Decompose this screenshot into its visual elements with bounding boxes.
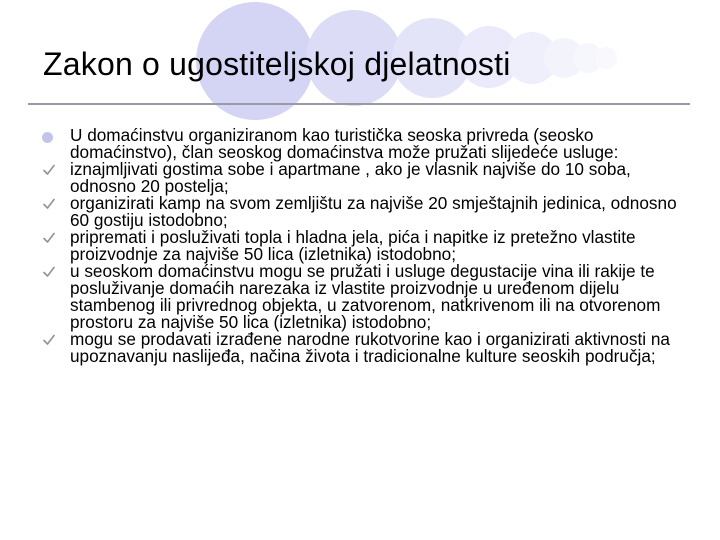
list-item-text: organizirati kamp na svom zemljištu za najviše 20 smještajnih jedinica, odnosno 60 gostiju istodobno; [70, 193, 677, 230]
list-item-text: pripremati i posluživati topla i hladna jela, pića i napitke iz pretežno vlastite proizvodnje za najviše 50 lica (izletnika) istodobno; [70, 227, 636, 264]
checkmark-icon [43, 266, 55, 278]
list-item [42, 263, 692, 331]
slide-title: Zakon o ugostiteljskoj djelatnosti [43, 46, 511, 82]
list-item [42, 161, 692, 195]
list-item [42, 331, 692, 365]
checkmark-icon [43, 198, 55, 210]
checkmark-icon [43, 334, 55, 346]
list-item-text: U domaćinstvu organiziranom kao turistička seoska privreda (seosko domaćinstvo), član seoskog domaćinstva može pružati slijedeće usluge: [70, 125, 619, 162]
list-item-text: mogu se prodavati izrađene narodne rukotvorine kao i organizirati aktivnosti na upoznavanju naslijeđa, načina života i tradicionalne kulture seoskih područja; [70, 329, 670, 366]
bullet-list [42, 127, 692, 365]
list-item [42, 195, 692, 229]
disc-bullet-icon [42, 132, 53, 143]
list-item-text: iznajmljivati gostima sobe i apartmane , ako je vlasnik najviše do 10 soba, odnosno 20 postelja; [70, 159, 631, 196]
checkmark-icon [43, 232, 55, 244]
list-item [42, 229, 692, 263]
list-item [42, 127, 692, 161]
list-item-text: u seoskom domaćinstvu mogu se pružati i usluge degustacije vina ili rakije te posluživanje domaćih narezaka iz vlastite proizvodnje u uređenom dijelu stambenog ili privrednog objekta, u zatvorenom, natkrivenom ili na otvorenom prostoru za najviše 50 lica (izletnika) istodobno; [70, 261, 661, 332]
checkmark-icon [43, 164, 55, 176]
decorative-circle [595, 47, 617, 69]
title-divider [28, 103, 690, 105]
